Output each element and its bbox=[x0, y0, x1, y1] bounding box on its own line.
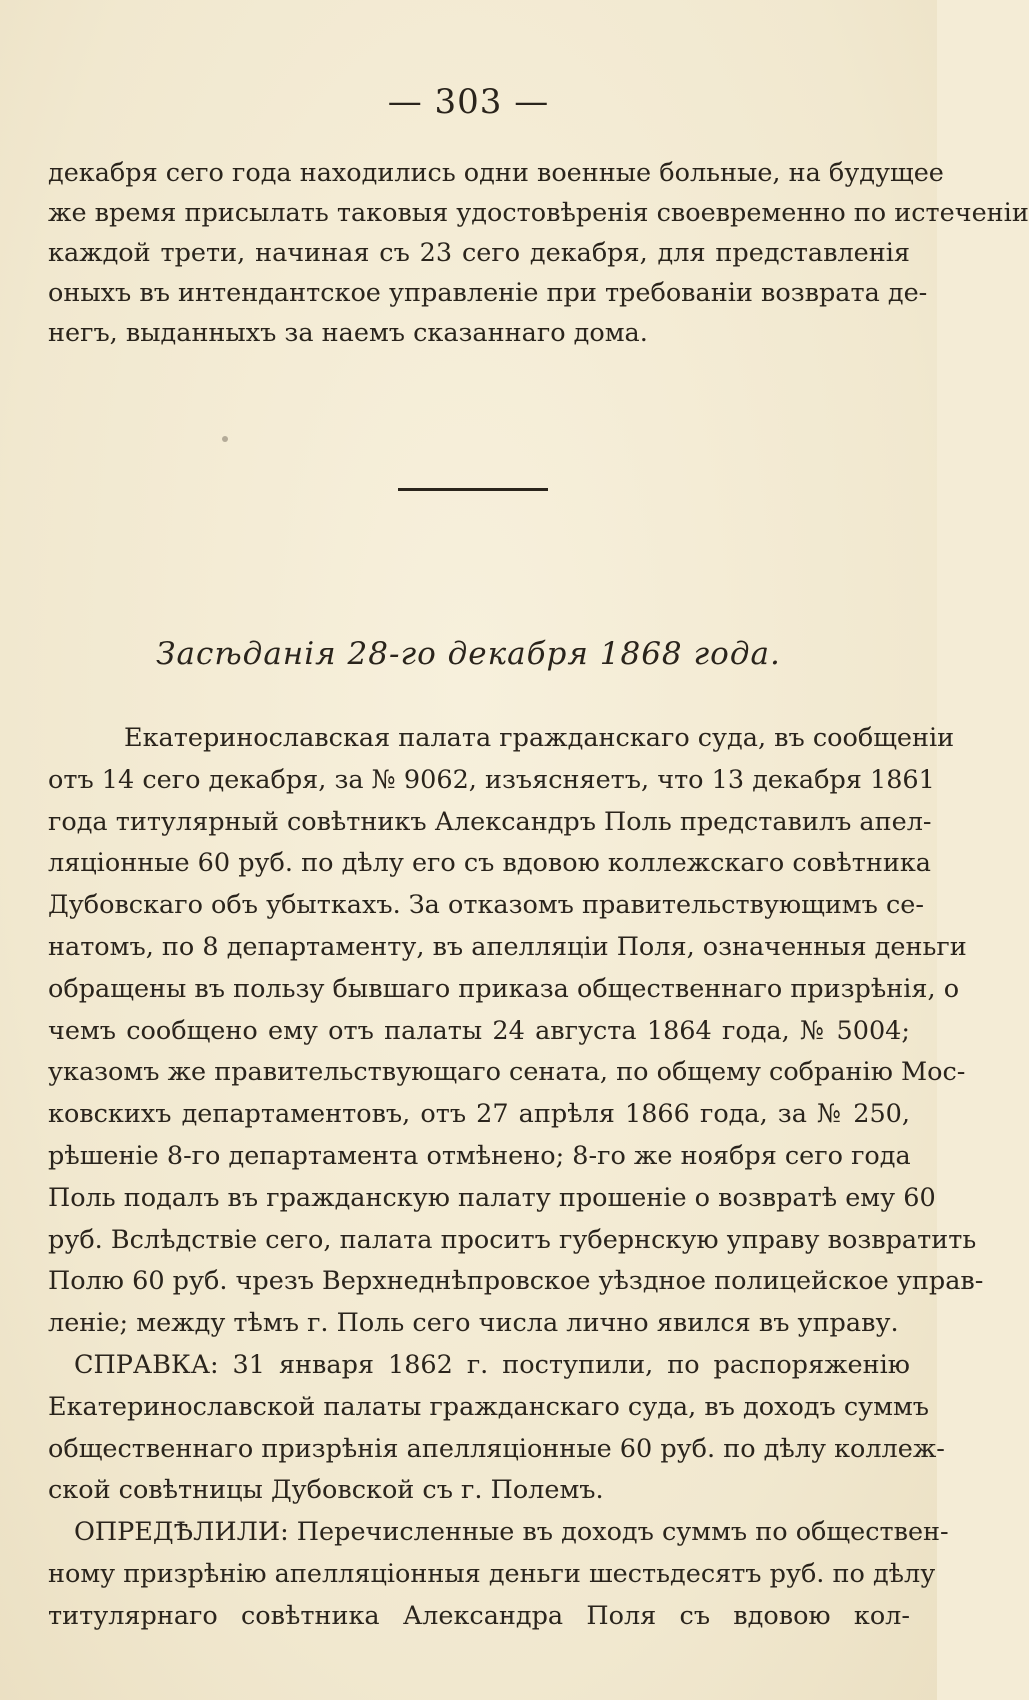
text-line: ковскихъ департаментовъ, отъ 27 апрѣля 1866 года, за № 250, bbox=[48, 1099, 910, 1130]
text-line: рѣшеніе 8-го департамента отмѣнено; 8-го же ноября сего года bbox=[48, 1140, 911, 1171]
previous-section-text bbox=[48, 153, 1029, 353]
text-line: же время присылать таковыя удостовѣренія своевременно по истеченіи bbox=[48, 198, 1029, 228]
text-line: указомъ же правительствующаго сената, по общему собранію Мос- bbox=[48, 1057, 966, 1088]
text-line: негъ, выданныхъ за наемъ сказаннаго дома. bbox=[48, 318, 648, 348]
text-line: титулярнаго совѣтника Александра Поля съ вдовою кол- bbox=[48, 1600, 910, 1631]
text-line: обращены въ пользу бывшаго приказа общественнаго призрѣнія, о bbox=[48, 973, 960, 1004]
text-line: Полю 60 руб. чрезъ Верхнеднѣпровское уѣздное полицейское управ- bbox=[48, 1266, 984, 1297]
text-line: СПРАВКА: 31 января 1862 г. поступили, по распоряженію bbox=[74, 1349, 910, 1380]
text-line: Екатеринославской палаты гражданскаго суда, въ доходъ суммъ bbox=[48, 1391, 930, 1422]
text-line: декабря сего года находились одни военные больные, на будущее bbox=[48, 158, 944, 188]
ink-smudge bbox=[222, 436, 228, 442]
text-line: отъ 14 сего декабря, за № 9062, изъясняетъ, что 13 декабря 1861 bbox=[48, 764, 935, 795]
text-line: каждой трети, начиная съ 23 сего декабря, для представленія bbox=[48, 238, 910, 268]
text-line: оныхъ въ интендантское управленіе при требованіи возврата де- bbox=[48, 278, 928, 308]
section-divider bbox=[398, 488, 548, 491]
text-line: ному призрѣнію апелляціонныя деньги шестьдесятъ руб. по дѣлу bbox=[48, 1558, 936, 1589]
page-number: — 303 — bbox=[387, 82, 550, 122]
text-line: Дубовскаго объ убыткахъ. За отказомъ правительствующимъ се- bbox=[48, 890, 924, 921]
main-section-text bbox=[48, 718, 984, 1638]
text-line: ляціонные 60 руб. по дѣлу его съ вдовою коллежскаго совѣтника bbox=[48, 848, 931, 879]
text-line: натомъ, по 8 департаменту, въ апелляціи Поля, означенныя деньги bbox=[48, 931, 967, 962]
text-line: ОПРЕДѢЛИЛИ: Перечисленные въ доходъ суммъ по обществен- bbox=[74, 1517, 949, 1548]
text-line: общественнаго призрѣнія апелляціонные 60 руб. по дѣлу коллеж- bbox=[48, 1433, 945, 1464]
text-line: Поль подалъ въ гражданскую палату прошеніе о возвратѣ ему 60 bbox=[48, 1182, 936, 1213]
text-line: чемъ сообщено ему отъ палаты 24 августа 1864 года, № 5004; bbox=[48, 1015, 910, 1046]
text-line: леніе; между тѣмъ г. Поль сего числа лично явился въ управу. bbox=[48, 1308, 899, 1339]
text-line: руб. Вслѣдствіе сего, палата проситъ губернскую управу возвратить bbox=[48, 1224, 977, 1255]
session-title: Засѣданія 28-го декабря 1868 года. bbox=[156, 636, 781, 672]
text-line: года титулярный совѣтникъ Александръ Поль представилъ апел- bbox=[48, 806, 932, 837]
text-line: Екатеринославская палата гражданскаго суда, въ сообщеніи bbox=[124, 723, 955, 753]
text-line: ской совѣтницы Дубовской съ г. Полемъ. bbox=[48, 1475, 604, 1506]
